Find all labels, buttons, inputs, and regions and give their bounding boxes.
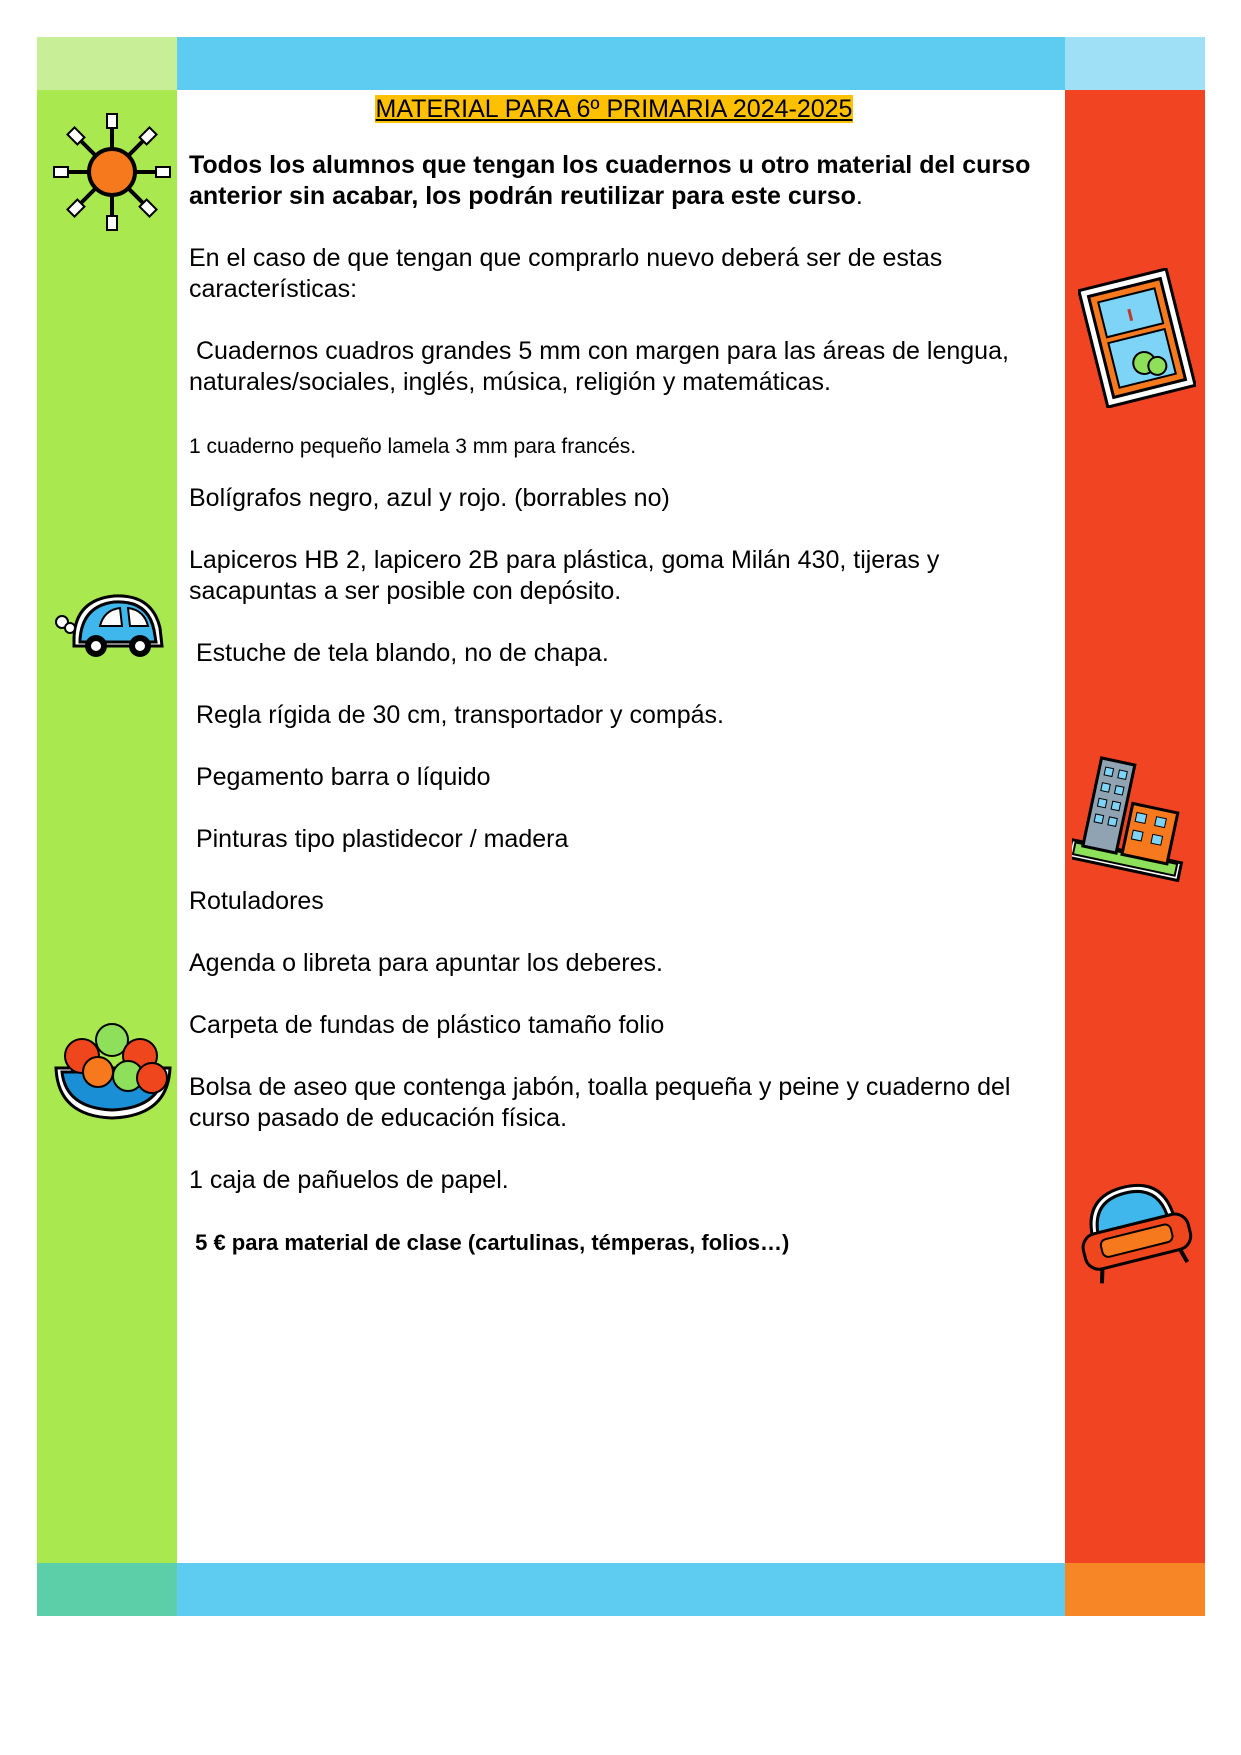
list-item-dinero-material: 5 € para material de clase (cartulinas, témperas, folios…) [189,1230,790,1255]
paragraph-caracteristicas: En el caso de que tengan que comprarlo nuevo deberá ser de estas características: [189,244,943,303]
list-item-rotuladores: Rotuladores [189,887,324,915]
frame-corner-bottom-left [37,1563,177,1616]
list-item-panuelos: 1 caja de pañuelos de papel. [189,1166,509,1194]
list-item-regla: Regla rígida de 30 cm, transportador y compás. [189,701,724,729]
intro-bold-text: Todos los alumnos que tengan los cuadernos u otro material del curso anterior sin acabar, los podrán reutilizar para este curso [189,151,1031,210]
sun-icon [52,112,172,232]
frame-corner-top-right [1065,37,1205,90]
list-item-agenda: Agenda o libreta para apuntar los deberes. [189,949,663,977]
intro-paragraph [189,150,1039,212]
sofa-icon [1072,1176,1196,1284]
frame-bottom-band [177,1563,1065,1616]
list-item-cuaderno-frances: 1 cuaderno pequeño lamela 3 mm para francés. [189,435,637,458]
page-title [189,93,1039,125]
list-item-estuche: Estuche de tela blando, no de chapa. [189,639,609,667]
list-item-lapiceros: Lapiceros HB 2, lapicero 2B para plástica, goma Milán 430, tijeras y sacapuntas a ser posible con depósito. [189,546,940,605]
intro-tail-text: . [855,182,863,210]
list-item-cuadernos: Cuadernos cuadros grandes 5 mm con margen para las áreas de lengua, naturales/sociales, inglés, música, religión y matemáticas. [189,337,1016,396]
title-text: MATERIAL PARA 6º PRIMARIA 2024-2025 [375,95,853,123]
frame-left-band [37,90,177,1563]
list-item-bolsa-aseo: Bolsa de aseo que contenga jabón, toalla pequeña y peine y cuaderno del curso pasado de educación física. [189,1073,1011,1132]
car-icon [52,588,170,668]
window-icon [1078,268,1196,408]
frame-corner-bottom-right [1065,1563,1205,1616]
frame-corner-top-left [37,37,177,90]
building-icon [1072,752,1196,882]
list-item-carpeta: Carpeta de fundas de plástico tamaño folio [189,1011,665,1039]
list-item-pegamento: Pegamento barra o líquido [189,763,491,791]
list-item-boligrafos: Bolígrafos negro, azul y rojo. (borrables no) [189,484,670,512]
fruit-bowl-icon [52,1016,174,1122]
list-item-pinturas: Pinturas tipo plastidecor / madera [189,825,569,853]
frame-top-band [177,37,1065,90]
